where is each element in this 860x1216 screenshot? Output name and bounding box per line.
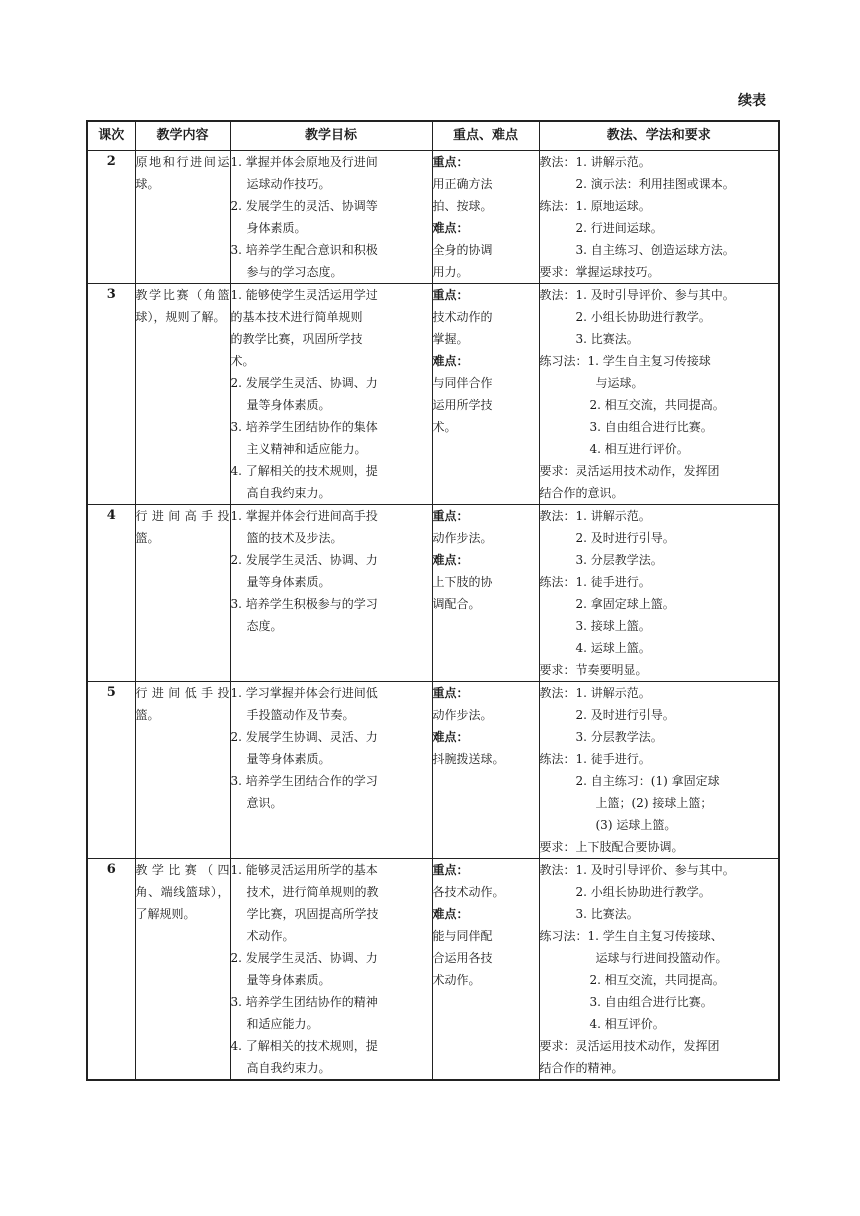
lesson-content: 原地和行进间运球。: [135, 151, 230, 284]
method-line: 结合作的意识。: [539, 486, 624, 500]
goal-line: 3. 培养学生团结协作的集体: [230, 420, 378, 434]
goal-line: 参与的学习态度。: [246, 265, 343, 279]
key-point-line: 能与同伴配: [432, 929, 493, 943]
lesson-key-points: [432, 682, 539, 859]
method-line: 2. 及时进行引导。: [575, 531, 675, 545]
header-key-points: 重点、难点: [432, 121, 539, 151]
method-line: 4. 运球上篮。: [575, 641, 651, 655]
method-line: 教法：1. 讲解示范。: [539, 686, 651, 700]
key-point-line: 技术动作的: [432, 310, 493, 324]
goal-line: 2. 发展学生灵活、协调、力: [230, 376, 378, 390]
goal-line: 3. 培养学生配合意识和积极: [230, 243, 378, 257]
goal-line: 的基本技术进行简单规则: [230, 310, 363, 324]
goal-line: 量等身体素质。: [246, 752, 331, 766]
lesson-goals: [230, 859, 432, 1081]
key-point-label: 重点：: [432, 686, 469, 700]
header-lesson-number: 课次: [87, 121, 135, 151]
method-line: 练习法：1. 学生自主复习传接球、: [539, 929, 723, 943]
key-point-line: 上下肢的协: [432, 575, 493, 589]
lesson-methods: [539, 284, 779, 505]
key-point-label: 重点：: [432, 509, 469, 523]
method-line: 上篮；(2) 接球上篮；: [595, 796, 713, 810]
lesson-methods: [539, 505, 779, 682]
key-point-line: 全身的协调: [432, 243, 493, 257]
lesson-number: 2: [87, 151, 135, 284]
key-point-line: 抖腕拨送球。: [432, 752, 505, 766]
goal-line: 3. 培养学生积极参与的学习: [230, 597, 378, 611]
key-point-line: 用正确方法: [432, 177, 493, 191]
goal-line: 1. 掌握并体会行进间高手投: [230, 509, 378, 523]
key-point-line: 动作步法。: [432, 708, 493, 722]
method-line: 要求：灵活运用技术动作，发挥团: [539, 1039, 720, 1053]
goal-line: 高自我约束力。: [246, 1061, 331, 1075]
key-point-label: 重点：: [432, 155, 469, 169]
lesson-key-points: [432, 151, 539, 284]
key-point-line: 与同伴合作: [432, 376, 493, 390]
method-line: 2. 行进间运球。: [575, 221, 663, 235]
key-point-line: 各技术动作。: [432, 885, 505, 899]
lesson-goals: [230, 151, 432, 284]
lesson-content: 行进间低手投篮。: [135, 682, 230, 859]
header-methods: 教法、学法和要求: [539, 121, 779, 151]
goal-line: 运球动作技巧。: [246, 177, 331, 191]
goal-line: 术动作。: [246, 929, 295, 943]
method-line: 3. 接球上篮。: [575, 619, 651, 633]
goal-line: 1. 能够灵活运用所学的基本: [230, 863, 378, 877]
goal-line: 篮的技术及步法。: [246, 531, 343, 545]
table-row: [87, 505, 779, 682]
method-line: 结合作的精神。: [539, 1061, 624, 1075]
lesson-content: 教学比赛（角篮球），规则了解。: [135, 284, 230, 505]
method-line: 2. 拿固定球上篮。: [575, 597, 675, 611]
key-point-line: 调配合。: [432, 597, 481, 611]
method-line: 3. 分层教学法。: [575, 553, 663, 567]
lesson-content: 教学比赛（四角、端线篮球），了解规则。: [135, 859, 230, 1081]
goal-line: 和适应能力。: [246, 1017, 319, 1031]
continued-label: 续表: [738, 93, 766, 109]
key-point-line: 合运用各技: [432, 951, 493, 965]
method-line: 2. 自主练习：(1) 拿固定球: [575, 774, 720, 788]
difficulty-label: 难点：: [432, 221, 469, 235]
method-line: 教法：1. 讲解示范。: [539, 155, 651, 169]
key-point-line: 用力。: [432, 265, 469, 279]
method-line: 3. 分层教学法。: [575, 730, 663, 744]
goal-line: 2. 发展学生协调、灵活、力: [230, 730, 378, 744]
difficulty-label: 难点：: [432, 730, 469, 744]
goal-line: 量等身体素质。: [246, 575, 331, 589]
method-line: 2. 相互交流，共同提高。: [589, 973, 725, 987]
goal-line: 3. 培养学生团结合作的学习: [230, 774, 378, 788]
goal-line: 2. 发展学生灵活、协调、力: [230, 951, 378, 965]
goal-line: 手投篮动作及节奏。: [246, 708, 355, 722]
key-point-line: 掌握。: [432, 332, 469, 346]
goal-line: 量等身体素质。: [246, 398, 331, 412]
table-row: [87, 151, 779, 284]
method-line: 2. 相互交流，共同提高。: [589, 398, 725, 412]
method-line: (3) 运球上篮。: [595, 818, 677, 832]
lesson-number: 3: [87, 284, 135, 505]
table-row: [87, 859, 779, 1081]
method-line: 2. 及时进行引导。: [575, 708, 675, 722]
key-point-line: 拍、按球。: [432, 199, 493, 213]
lesson-goals: [230, 284, 432, 505]
method-line: 要求：上下肢配合要协调。: [539, 840, 684, 854]
lesson-key-points: [432, 859, 539, 1081]
header-content: 教学内容: [135, 121, 230, 151]
method-line: 练习法：1. 学生自主复习传接球: [539, 354, 711, 368]
method-line: 3. 自由组合进行比赛。: [589, 995, 713, 1009]
goal-line: 1. 掌握并体会原地及行进间: [230, 155, 378, 169]
method-line: 教法：1. 讲解示范。: [539, 509, 651, 523]
method-line: 2. 演示法：利用挂图或课本。: [575, 177, 735, 191]
method-line: 4. 相互进行评价。: [589, 442, 689, 456]
method-line: 3. 比赛法。: [575, 907, 639, 921]
method-line: 练法：1. 徒手进行。: [539, 752, 651, 766]
goal-line: 术。: [230, 354, 255, 368]
method-line: 2. 小组长协助进行教学。: [575, 885, 711, 899]
lesson-plan-table: [86, 120, 780, 1081]
goal-line: 2. 发展学生灵活、协调、力: [230, 553, 378, 567]
goal-line: 量等身体素质。: [246, 973, 331, 987]
goal-line: 2. 发展学生的灵活、协调等: [230, 199, 378, 213]
method-line: 要求：掌握运球技巧。: [539, 265, 660, 279]
method-line: 练法：1. 原地运球。: [539, 199, 651, 213]
goal-line: 技术，进行简单规则的教: [246, 885, 379, 899]
key-point-line: 运用所学技: [432, 398, 493, 412]
method-line: 与运球。: [595, 376, 644, 390]
method-line: 2. 小组长协助进行教学。: [575, 310, 711, 324]
goal-line: 主义精神和适应能力。: [246, 442, 367, 456]
goal-line: 高自我约束力。: [246, 486, 331, 500]
method-line: 要求：节奏要明显。: [539, 663, 648, 677]
lesson-goals: [230, 505, 432, 682]
method-line: 要求：灵活运用技术动作，发挥团: [539, 464, 720, 478]
lesson-number: 4: [87, 505, 135, 682]
goal-line: 态度。: [246, 619, 283, 633]
table-header-row: [87, 121, 779, 151]
method-line: 4. 相互评价。: [589, 1017, 665, 1031]
lesson-key-points: [432, 284, 539, 505]
lesson-methods: [539, 682, 779, 859]
table-row: [87, 284, 779, 505]
lesson-key-points: [432, 505, 539, 682]
goal-line: 4. 了解相关的技术规则，提: [230, 1039, 378, 1053]
method-line: 教法：1. 及时引导评价、参与其中。: [539, 863, 735, 877]
difficulty-label: 难点：: [432, 907, 469, 921]
method-line: 教法：1. 及时引导评价、参与其中。: [539, 288, 735, 302]
key-point-line: 动作步法。: [432, 531, 493, 545]
method-line: 3. 自主练习、创造运球方法。: [575, 243, 735, 257]
goal-line: 1. 学习掌握并体会行进间低: [230, 686, 378, 700]
goal-line: 的教学比赛，巩固所学技: [230, 332, 363, 346]
method-line: 练法：1. 徒手进行。: [539, 575, 651, 589]
method-line: 3. 自由组合进行比赛。: [589, 420, 713, 434]
table-row: [87, 682, 779, 859]
goal-line: 身体素质。: [246, 221, 307, 235]
goal-line: 4. 了解相关的技术规则，提: [230, 464, 378, 478]
method-line: 3. 比赛法。: [575, 332, 639, 346]
lesson-number: 5: [87, 682, 135, 859]
goal-line: 意识。: [246, 796, 283, 810]
header-goals: 教学目标: [230, 121, 432, 151]
key-point-label: 重点：: [432, 863, 469, 877]
difficulty-label: 难点：: [432, 354, 469, 368]
lesson-methods: [539, 151, 779, 284]
goal-line: 3. 培养学生团结协作的精神: [230, 995, 378, 1009]
lesson-methods: [539, 859, 779, 1081]
key-point-line: 术。: [432, 420, 457, 434]
goal-line: 1. 能够使学生灵活运用学过: [230, 288, 378, 302]
method-line: 运球与行进间投篮动作。: [595, 951, 728, 965]
key-point-label: 重点：: [432, 288, 469, 302]
lesson-number: 6: [87, 859, 135, 1081]
goal-line: 学比赛，巩固提高所学技: [246, 907, 379, 921]
difficulty-label: 难点：: [432, 553, 469, 567]
lesson-goals: [230, 682, 432, 859]
lesson-content: 行进间高手投篮。: [135, 505, 230, 682]
key-point-line: 术动作。: [432, 973, 481, 987]
